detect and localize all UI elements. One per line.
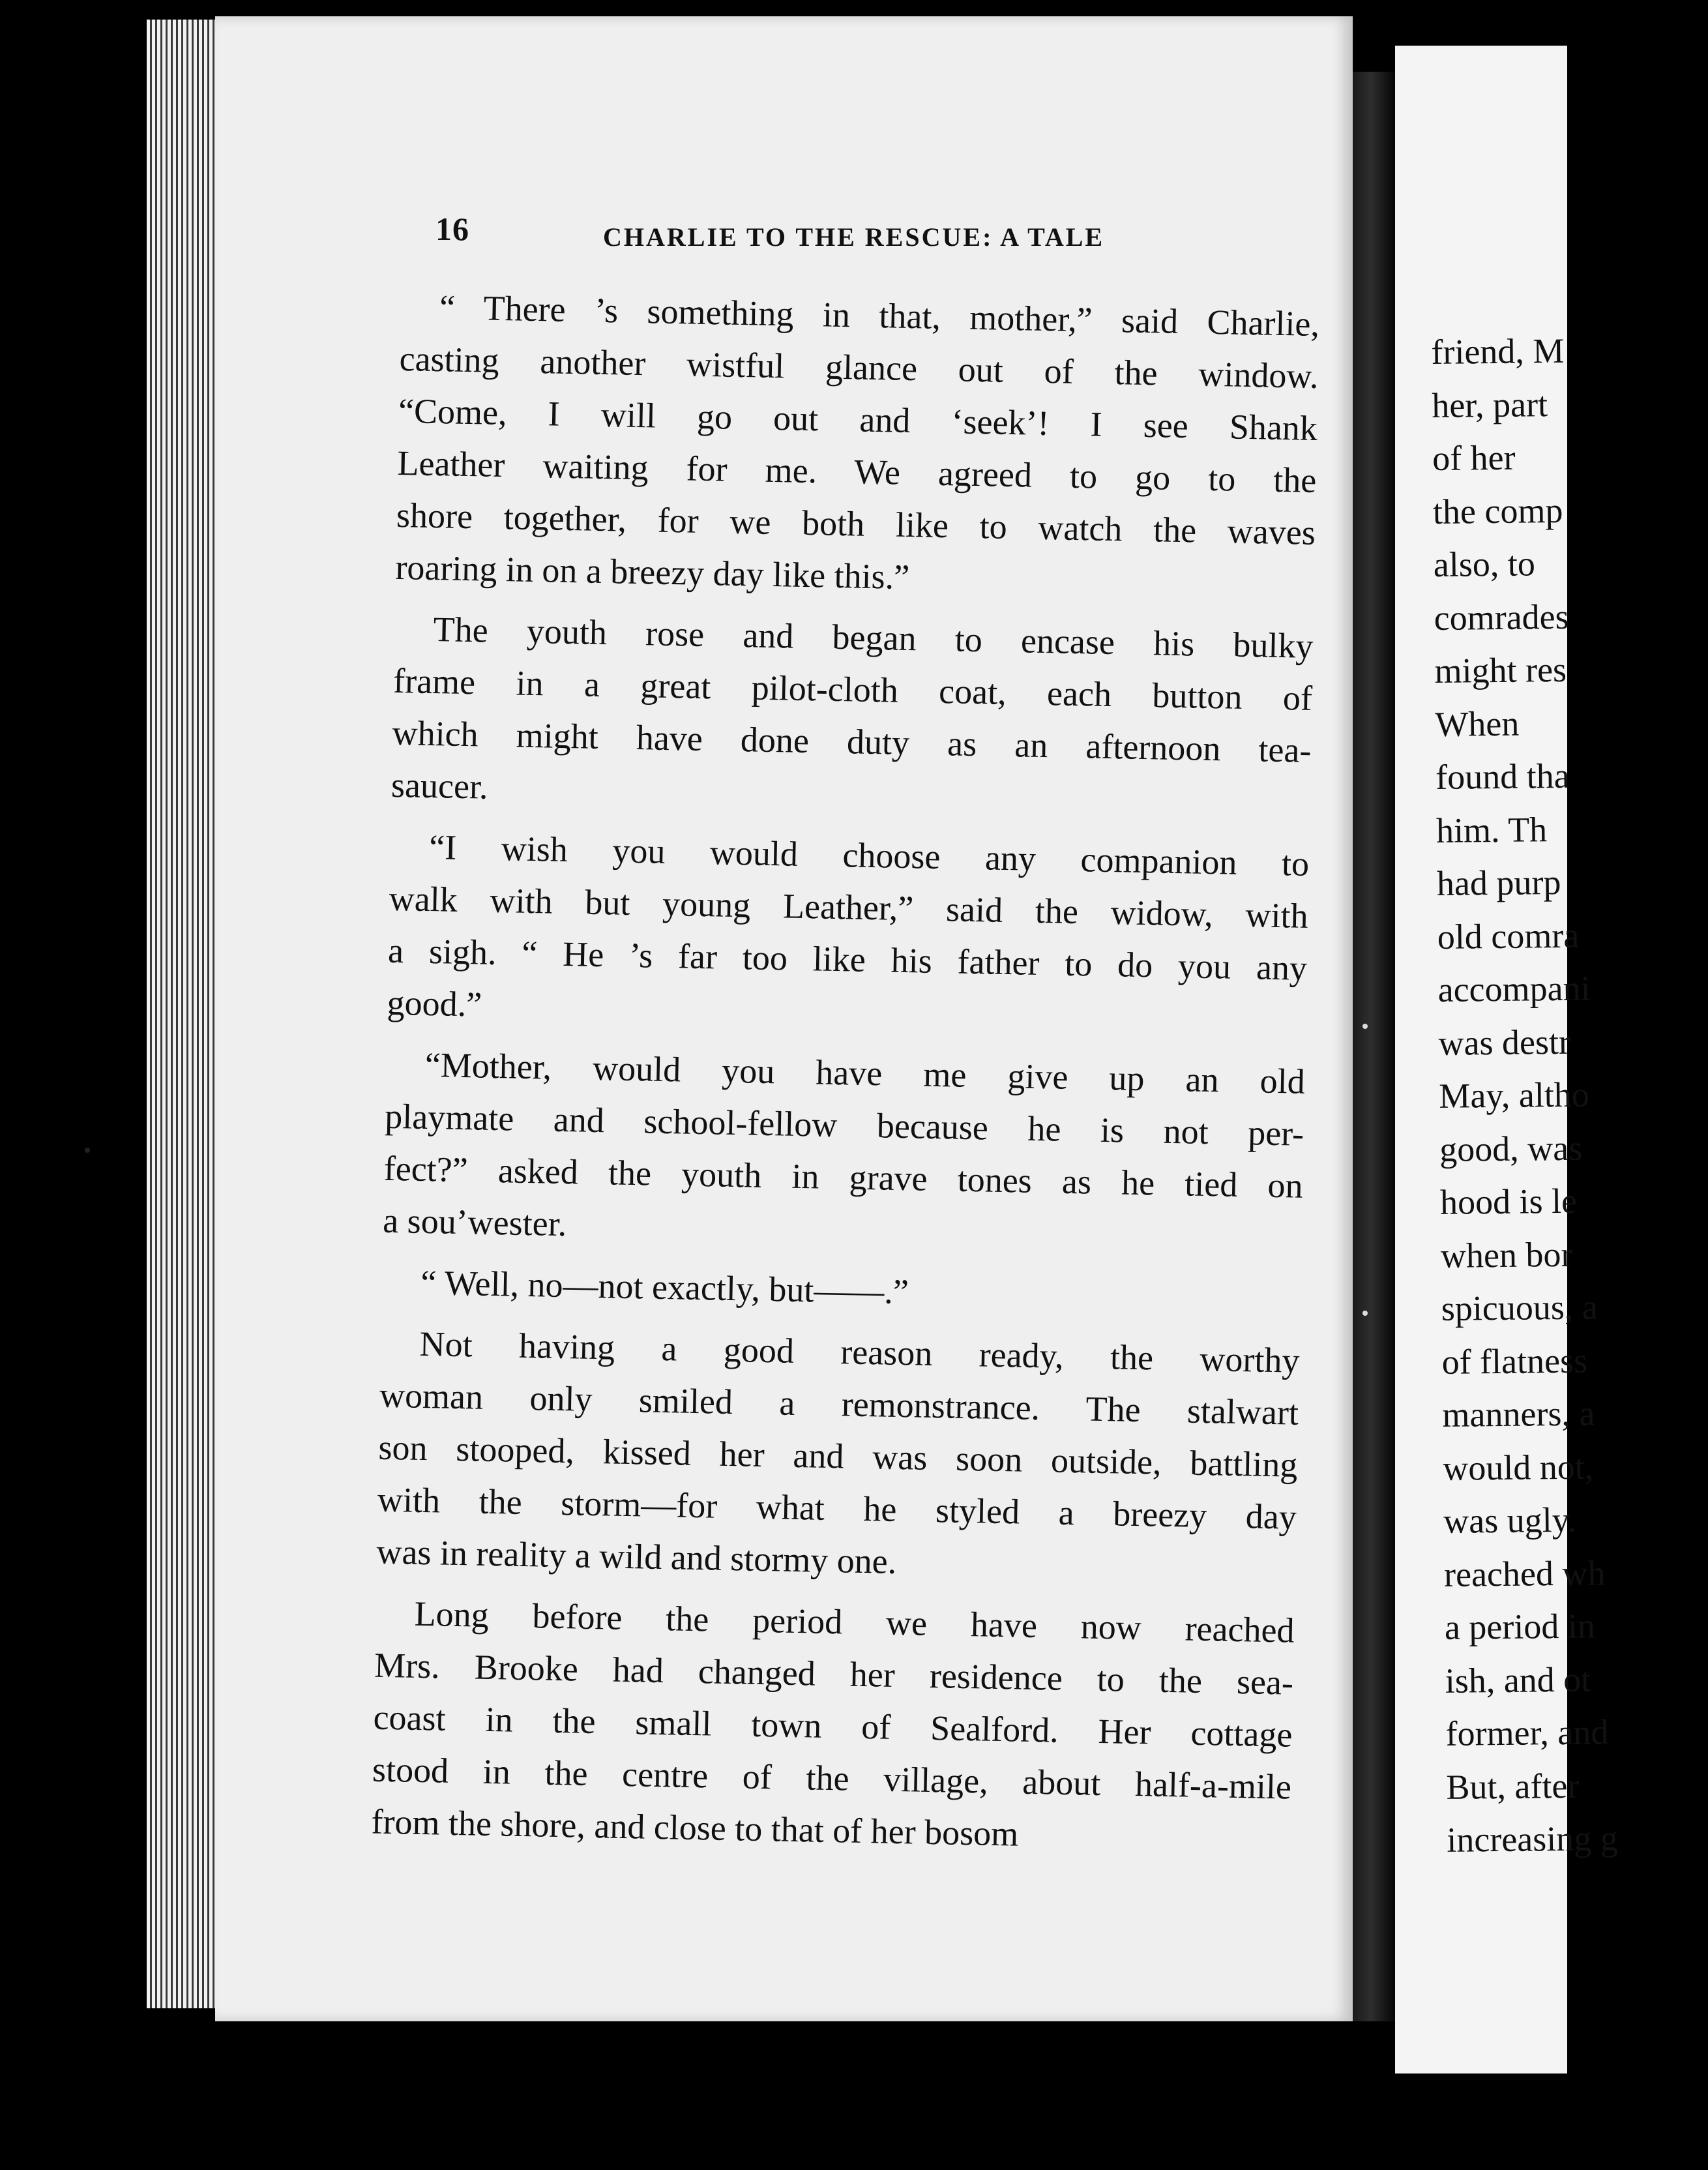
facing-text-line: him. Th (1436, 809, 1548, 850)
facing-text-line: of flatness (1441, 1341, 1588, 1382)
text-line: Leather waiting for me. We agreed to go to the (397, 443, 1317, 501)
facing-text-line: had purp (1436, 862, 1561, 903)
text-line: a sigh. “ He ’s far too like his father to do you any (387, 930, 1308, 988)
facing-text-line: might res (1434, 649, 1567, 691)
facing-text-line: of her (1432, 438, 1516, 478)
text-line: stood in the centre of the village, about half-a-mile (372, 1749, 1292, 1807)
body-text (371, 280, 1320, 1875)
facing-text-line: former, and (1445, 1712, 1609, 1753)
text-line: The youth rose and began to encase his bulky (433, 610, 1314, 666)
running-head: CHARLIE TO THE RESCUE: A TALE (603, 222, 1105, 252)
facing-text-line: But, after (1446, 1766, 1580, 1807)
facing-text-line: found tha (1435, 756, 1570, 797)
text-line: “I wish you would choose any companion to (428, 827, 1310, 884)
text-line: walk with but young Leather,” said the widow, with (389, 878, 1309, 936)
facing-text-line: spicuous, a (1441, 1287, 1598, 1328)
paragraph (395, 280, 1320, 611)
facing-text-line: also, to (1433, 544, 1536, 584)
dust-speck (85, 1148, 90, 1153)
text-line: with the storm—for what he styled a breezy day (377, 1479, 1297, 1537)
text-line: fect?” asked the youth in grave tones as he tied on (383, 1148, 1304, 1206)
facing-text-line: would not, (1443, 1446, 1594, 1488)
facing-text-line: hood is le (1439, 1181, 1578, 1222)
dust-speck (1362, 1024, 1368, 1029)
facing-text-line: was destr (1438, 1022, 1571, 1063)
facing-text-line: ish, and ot (1445, 1659, 1591, 1701)
text-line: woman only smiled a remonstrance. The stalwart (379, 1375, 1299, 1433)
facing-text-line: reached wh (1443, 1553, 1606, 1594)
page-edges (147, 20, 218, 2008)
facing-text-line: comrades (1434, 597, 1569, 638)
facing-page (1395, 46, 1619, 2073)
paragraph (390, 602, 1314, 829)
text-line: was in reality a wild and stormy one. (375, 1532, 897, 1581)
text-line: son stooped, kissed her and was soon outside, battling (378, 1427, 1298, 1485)
paragraph (371, 1587, 1295, 1865)
paragraph (387, 820, 1310, 1047)
facing-text-line: was ugly. (1443, 1500, 1576, 1541)
text-line: “ Well, no—not exactly, but——.” (420, 1262, 909, 1312)
facing-text-line: manners, a (1442, 1393, 1595, 1434)
facing-text-line: accompani (1437, 968, 1591, 1009)
text-line: Not having a good reason ready, the worthy (419, 1324, 1301, 1380)
text-line: shore together, for we both like to watch the waves (396, 495, 1316, 552)
facing-text-line: increasing g (1447, 1819, 1619, 1860)
text-line: a sou’wester. (382, 1200, 567, 1244)
page-number: 16 (435, 211, 469, 247)
facing-text-line: May, altho (1439, 1075, 1590, 1116)
text-line: coast in the small town of Sealford. Her cottage (373, 1697, 1293, 1755)
text-line: frame in a great pilot-cloth coat, each button of (392, 661, 1313, 718)
text-line: “ There ’s something in that, mother,” said Charlie, (439, 288, 1320, 344)
text-line: casting another wistful glance out of the window. (399, 338, 1319, 396)
facing-text-line: the comp (1432, 490, 1563, 531)
text-line: saucer. (390, 765, 489, 807)
text-line: roaring in on a breezy day like this.” (394, 547, 910, 597)
paragraph (381, 1256, 1301, 1326)
text-line: good.” (387, 983, 482, 1024)
facing-text-line: friend, M (1431, 331, 1565, 372)
paragraph (376, 1317, 1300, 1596)
facing-text-line: a period in (1444, 1606, 1596, 1647)
dust-speck (1362, 1311, 1368, 1316)
text-line: from the shore, and close to that of her bosom (371, 1802, 1019, 1854)
text-line: which might have done duty as an afternoon tea- (392, 713, 1312, 770)
book-gutter (1353, 72, 1398, 2021)
text-line: playmate and school-fellow because he is not per- (384, 1096, 1304, 1153)
facing-page-text (1431, 323, 1708, 1867)
facing-text-line: good, was (1439, 1128, 1583, 1169)
facing-text-line: old comra (1437, 915, 1580, 957)
text-line: “Come, I will go out and ‘seek’! I see Shank (398, 391, 1318, 449)
paragraph (383, 1038, 1306, 1264)
facing-text-line: When (1435, 704, 1520, 744)
facing-text-line: when bor (1440, 1234, 1573, 1275)
text-line: Mrs. Brooke had changed her residence to the sea- (374, 1645, 1294, 1702)
facing-text-line: her, part (1431, 384, 1548, 425)
text-line: “Mother, would you have me give up an old (424, 1045, 1306, 1101)
text-line: Long before the period we have now reached (414, 1594, 1295, 1650)
